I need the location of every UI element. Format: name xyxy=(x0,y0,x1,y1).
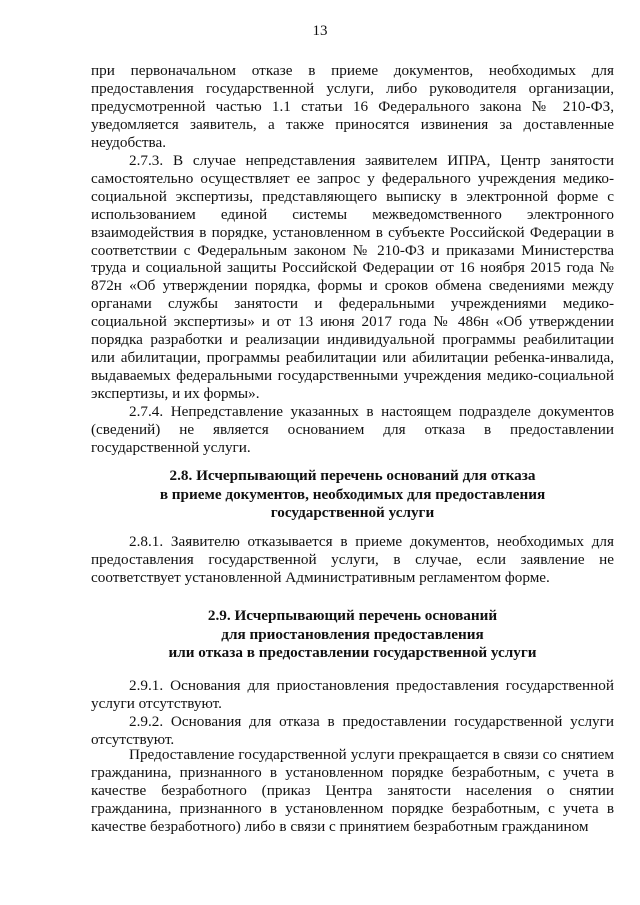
paragraph-2-8-1: 2.8.1. Заявителю отказывается в приеме документов, необходимых для предоставления государственной услуги, в случае, если заявление не соответствует установленной Административным регламентом форме. xyxy=(91,533,614,586)
paragraph-2-7-4: 2.7.4. Непредставление указанных в настоящем подразделе документов (сведений) не является основанием для отказа в предоставлении государственной услуги. xyxy=(91,403,614,456)
heading-2-8-line-2: в приеме документов, необходимых для предоставления xyxy=(159,485,546,503)
heading-2-8-line-1: 2.8. Исчерпывающий перечень оснований для отказа xyxy=(169,467,536,484)
heading-2-8-line-3: государственной услуги xyxy=(270,504,435,521)
heading-2-9-line-2: для приостановления предоставления xyxy=(221,625,484,643)
heading-2-9-line-1: 2.9. Исчерпывающий перечень оснований xyxy=(207,607,498,624)
paragraph-termination: Предоставление государственной услуги прекращается в связи со снятием гражданина, признанного в установленном порядке безработным, с учета в качестве безработного (приказ Центра занятости населения о снятии гражданина, признанного в установленном порядке безработным, с учета в качестве безработного) либо в связи с принятием безработным гражданином xyxy=(91,746,614,835)
paragraph-2-9-1: 2.9.1. Основания для приостановления предоставления государственной услуги отсутствуют. xyxy=(91,677,614,712)
paragraph-2-9-2: 2.9.2. Основания для отказа в предоставлении государственной услуги отсутствуют. xyxy=(91,713,614,748)
heading-2-9-line-3: или отказа в предоставлении государственной услуги xyxy=(168,644,537,661)
page-number: 13 xyxy=(312,23,328,39)
paragraph-2-7-3: 2.7.3. В случае непредставления заявителем ИПРА, Центр занятости самостоятельно осуществляет ее запрос у федерального учреждения медико-социальной экспертизы, представляющего выписку в электронной форме с использованием единой системы межведомственного электронного взаимодействия в порядке, установленном в субъекте Российской Федерации в соответствии с Федеральным законом № 210-ФЗ и приказами Министерства труда и социальной защиты Российской Федерации от 16 ноября 2015 года № 872н «Об утверждении порядка, формы и сроков обмена сведениями между органами службы занятости и федеральными учреждениями медико-социальной экспертизы» и от 13 июня 2017 года № 486н «Об утверждении порядка разработки и реализации индивидуальной программы реабилитации или абилитации, программы реабилитации или абилитации ребенка-инвалида, выдаваемых федеральными государственными учреждения медико-социальной экспертизы, и их формы». xyxy=(91,152,614,402)
paragraph-refusal-notification: при первоначальном отказе в приеме документов, необходимых для предоставления государственной услуги, либо руководителя организации, предусмотренной частью 1.1 статьи 16 Федерального закона № 210-ФЗ, уведомляется заявитель, а также приносятся извинения за доставленные неудобства. xyxy=(91,62,614,151)
section-heading-2-9 xyxy=(91,607,614,663)
section-heading-2-8 xyxy=(91,467,614,523)
